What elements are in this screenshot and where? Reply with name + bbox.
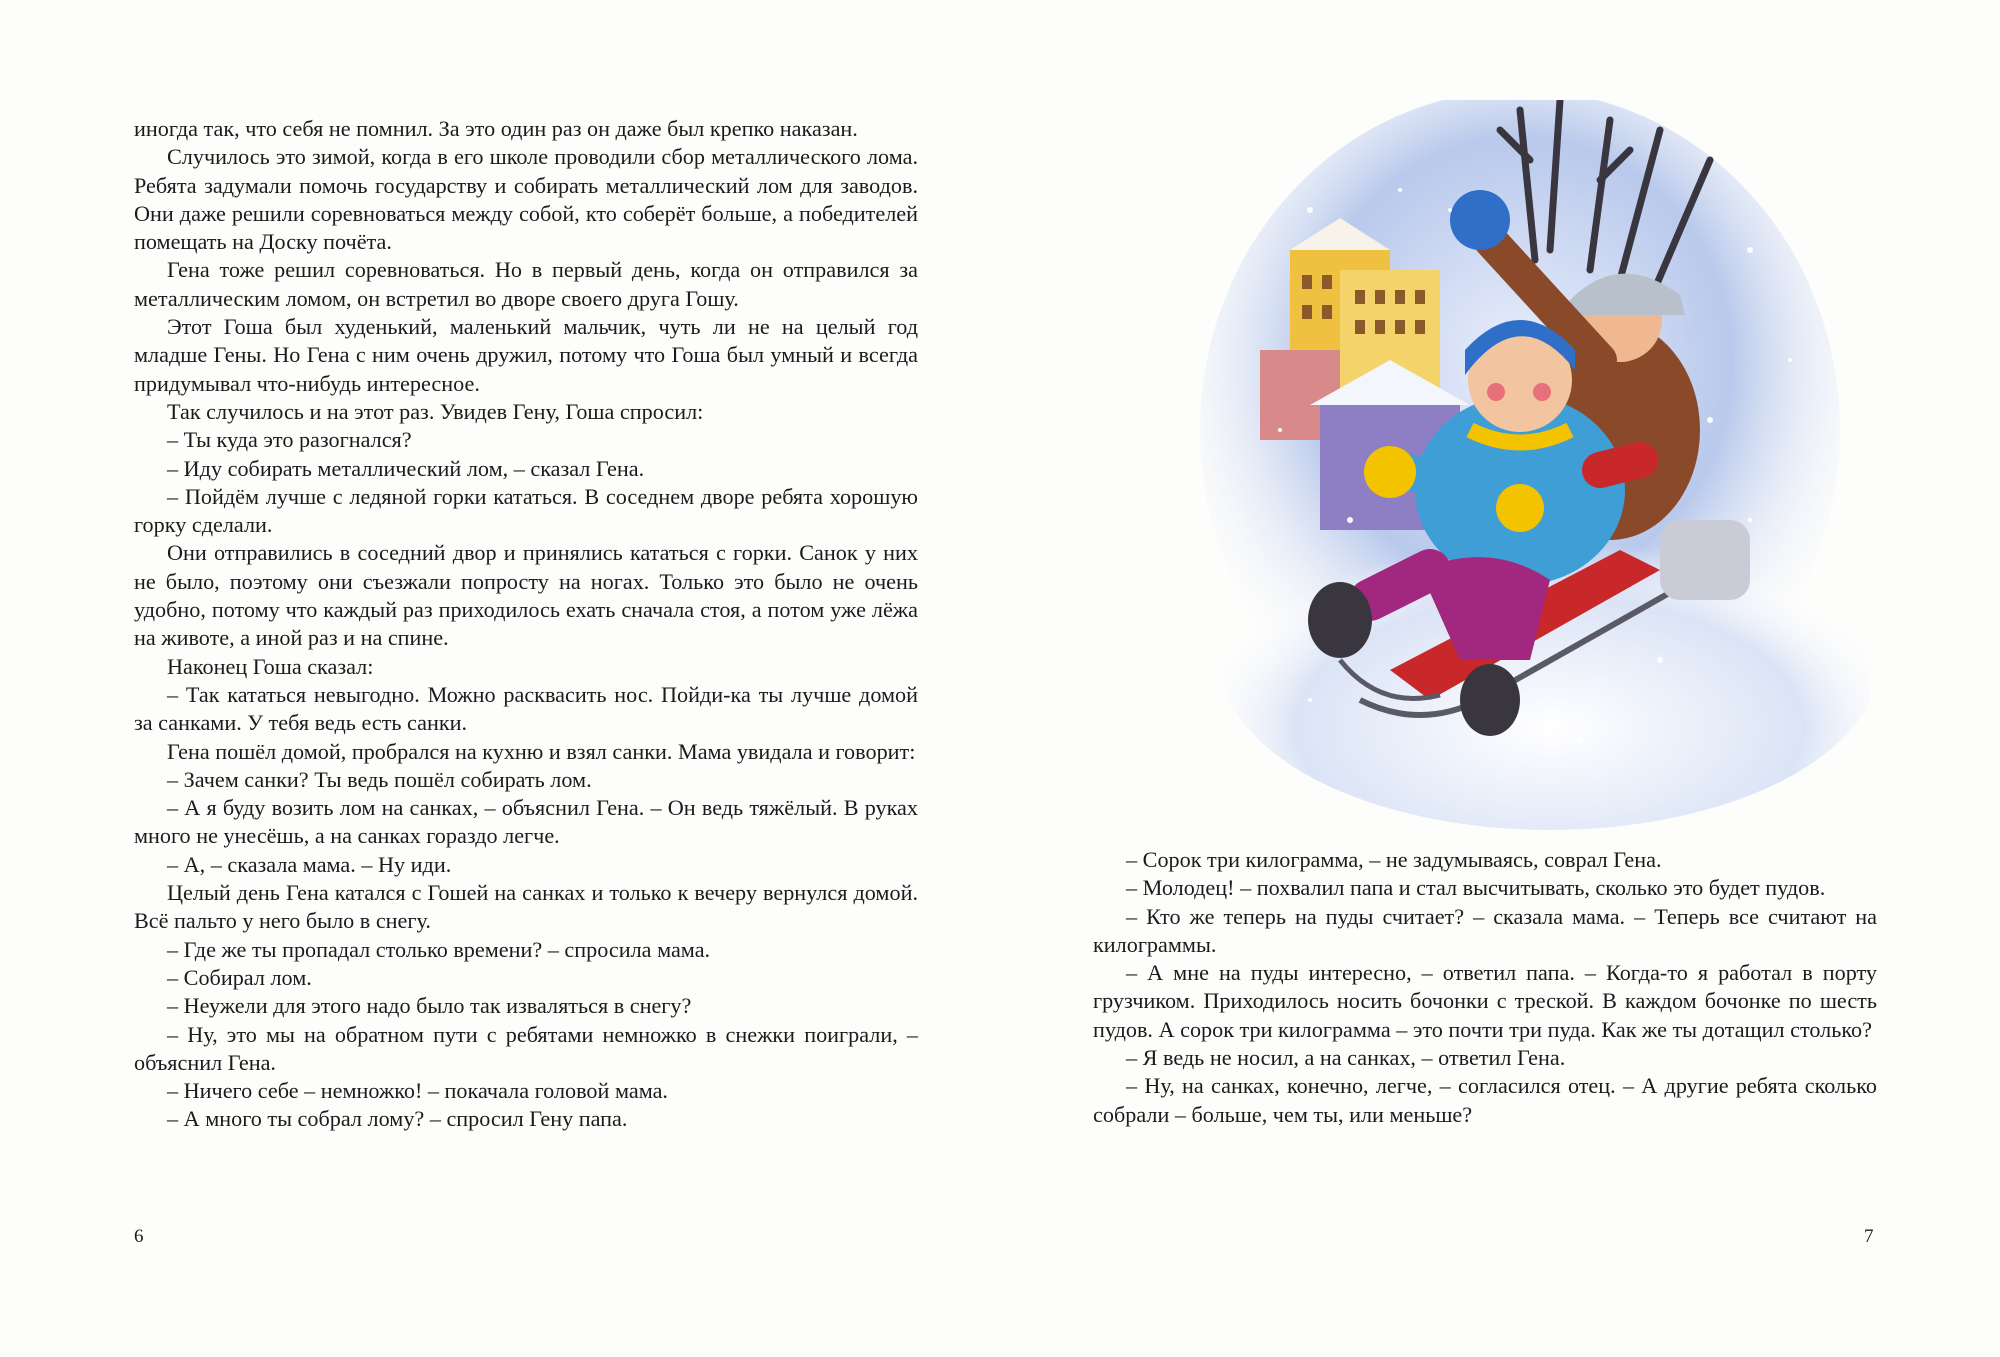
page-number-left: 6 (134, 1226, 144, 1247)
paragraph: – Я ведь не носил, а на санках, – ответил Гена. (1126, 1045, 1566, 1071)
page-number-right: 7 (1864, 1226, 1874, 1247)
paragraph: – Ну, на санках, конечно, легче, – согласился отец. – А другие ребята сколько собрали – больше, чем ты, или меньше? (1093, 1073, 1877, 1127)
paragraph: – А я буду возить лом на санках, – объяснил Гена. – Он ведь тяжёлый. В руках много не унесёшь, а на санках гораздо легче. (134, 795, 918, 849)
winter-sledding-illustration (1190, 100, 1870, 830)
paragraph: – Неужели для этого надо было так изваляться в снегу? (167, 993, 692, 1019)
paragraph: – А, – сказала мама. – Ну иди. (167, 851, 452, 877)
paragraph: – Иду собирать металлический лом, – сказал Гена. (167, 455, 645, 481)
paragraph: – Молодец! – похвалил папа и стал высчитывать, сколько это будет пудов. (1126, 875, 1826, 901)
paragraph: Они отправились в соседний двор и принялись кататься с горки. Санок у них не было, поэтому они съезжали попросту на ногах. Только это было не очень удобно, потому что каждый раз приходилось ехать сначала стоя, а потом уже лёжа на животе, а иной раз и на спине. (134, 540, 918, 651)
paragraph: – А много ты собрал лому? – спросил Гену папа. (167, 1106, 628, 1132)
paragraph: – Пойдём лучше с ледяной горки кататься. В соседнем дворе ребята хорошую горку сделали. (134, 483, 918, 538)
paragraph: Этот Гоша был худенький, маленький мальчик, чуть ли не на целый год младше Гены. Но Гена с ним очень дружил, потому что Гоша был умный и всегда придумывал что-нибудь интересное. (134, 314, 918, 396)
paragraph: иногда так, что себя не помнил. За это один раз он даже был крепко наказан. (134, 116, 858, 141)
paragraph: Целый день Гена катался с Гошей на санках и только к вечеру вернулся домой. Всё пальто у него было в снегу. (134, 880, 918, 934)
paragraph: – Где же ты пропадал столько времени? – спросила мама. (167, 936, 711, 962)
paragraph: – Ну, это мы на обратном пути с ребятами немножко в снежки поиграли, – объяснил Гена. (134, 1021, 918, 1075)
paragraph: Наконец Гоша сказал: (167, 653, 374, 679)
paragraph: Так случилось и на этот раз. Увидев Гену, Гоша спросил: (167, 398, 704, 424)
right-page-text (1093, 846, 1877, 1129)
paragraph: Гена тоже решил соревноваться. Но в первый день, когда он отправился за металлическим ломом, он встретил во дворе своего друга Гошу. (134, 257, 918, 311)
paragraph: – Ничего себе – немножко! – покачала головой мама. (167, 1078, 668, 1104)
right-page (1000, 0, 2000, 1357)
paragraph: Случилось это зимой, когда в его школе проводили сбор металлического лома. Ребята задумали помочь государству и собирать металлический лом для заводов. Они даже решили соревноваться между собой, кто соберёт больше, а победителей помещать на Доску почёта. (134, 144, 918, 255)
paragraph: – Так кататься невыгодно. Можно расквасить нос. Пойди-ка ты лучше домой за санками. У тебя ведь есть санки. (134, 681, 918, 736)
left-page-text (134, 115, 918, 1134)
paragraph: – Ты куда это разогнался? (167, 427, 412, 453)
paragraph: – А мне на пуды интересно, – ответил папа. – Когда-то я работал в порту грузчиком. Приходилось носить бочонки с треской. В каждом бочонке по шесть пудов. А сорок три килограмма – это почти три пуда. Как же ты дотащил столько? (1093, 960, 1877, 1042)
paragraph: – Сорок три килограмма, – не задумываясь, соврал Гена. (1126, 847, 1662, 872)
paragraph: – Зачем санки? Ты ведь пошёл собирать лом. (167, 766, 592, 792)
paragraph: – Собирал лом. (167, 964, 312, 990)
paragraph: – Кто же теперь на пуды считает? – сказала мама. – Теперь все считают на килограммы. (1093, 903, 1877, 957)
paragraph: Гена пошёл домой, пробрался на кухню и взял санки. Мама увидала и говорит: (167, 738, 916, 764)
